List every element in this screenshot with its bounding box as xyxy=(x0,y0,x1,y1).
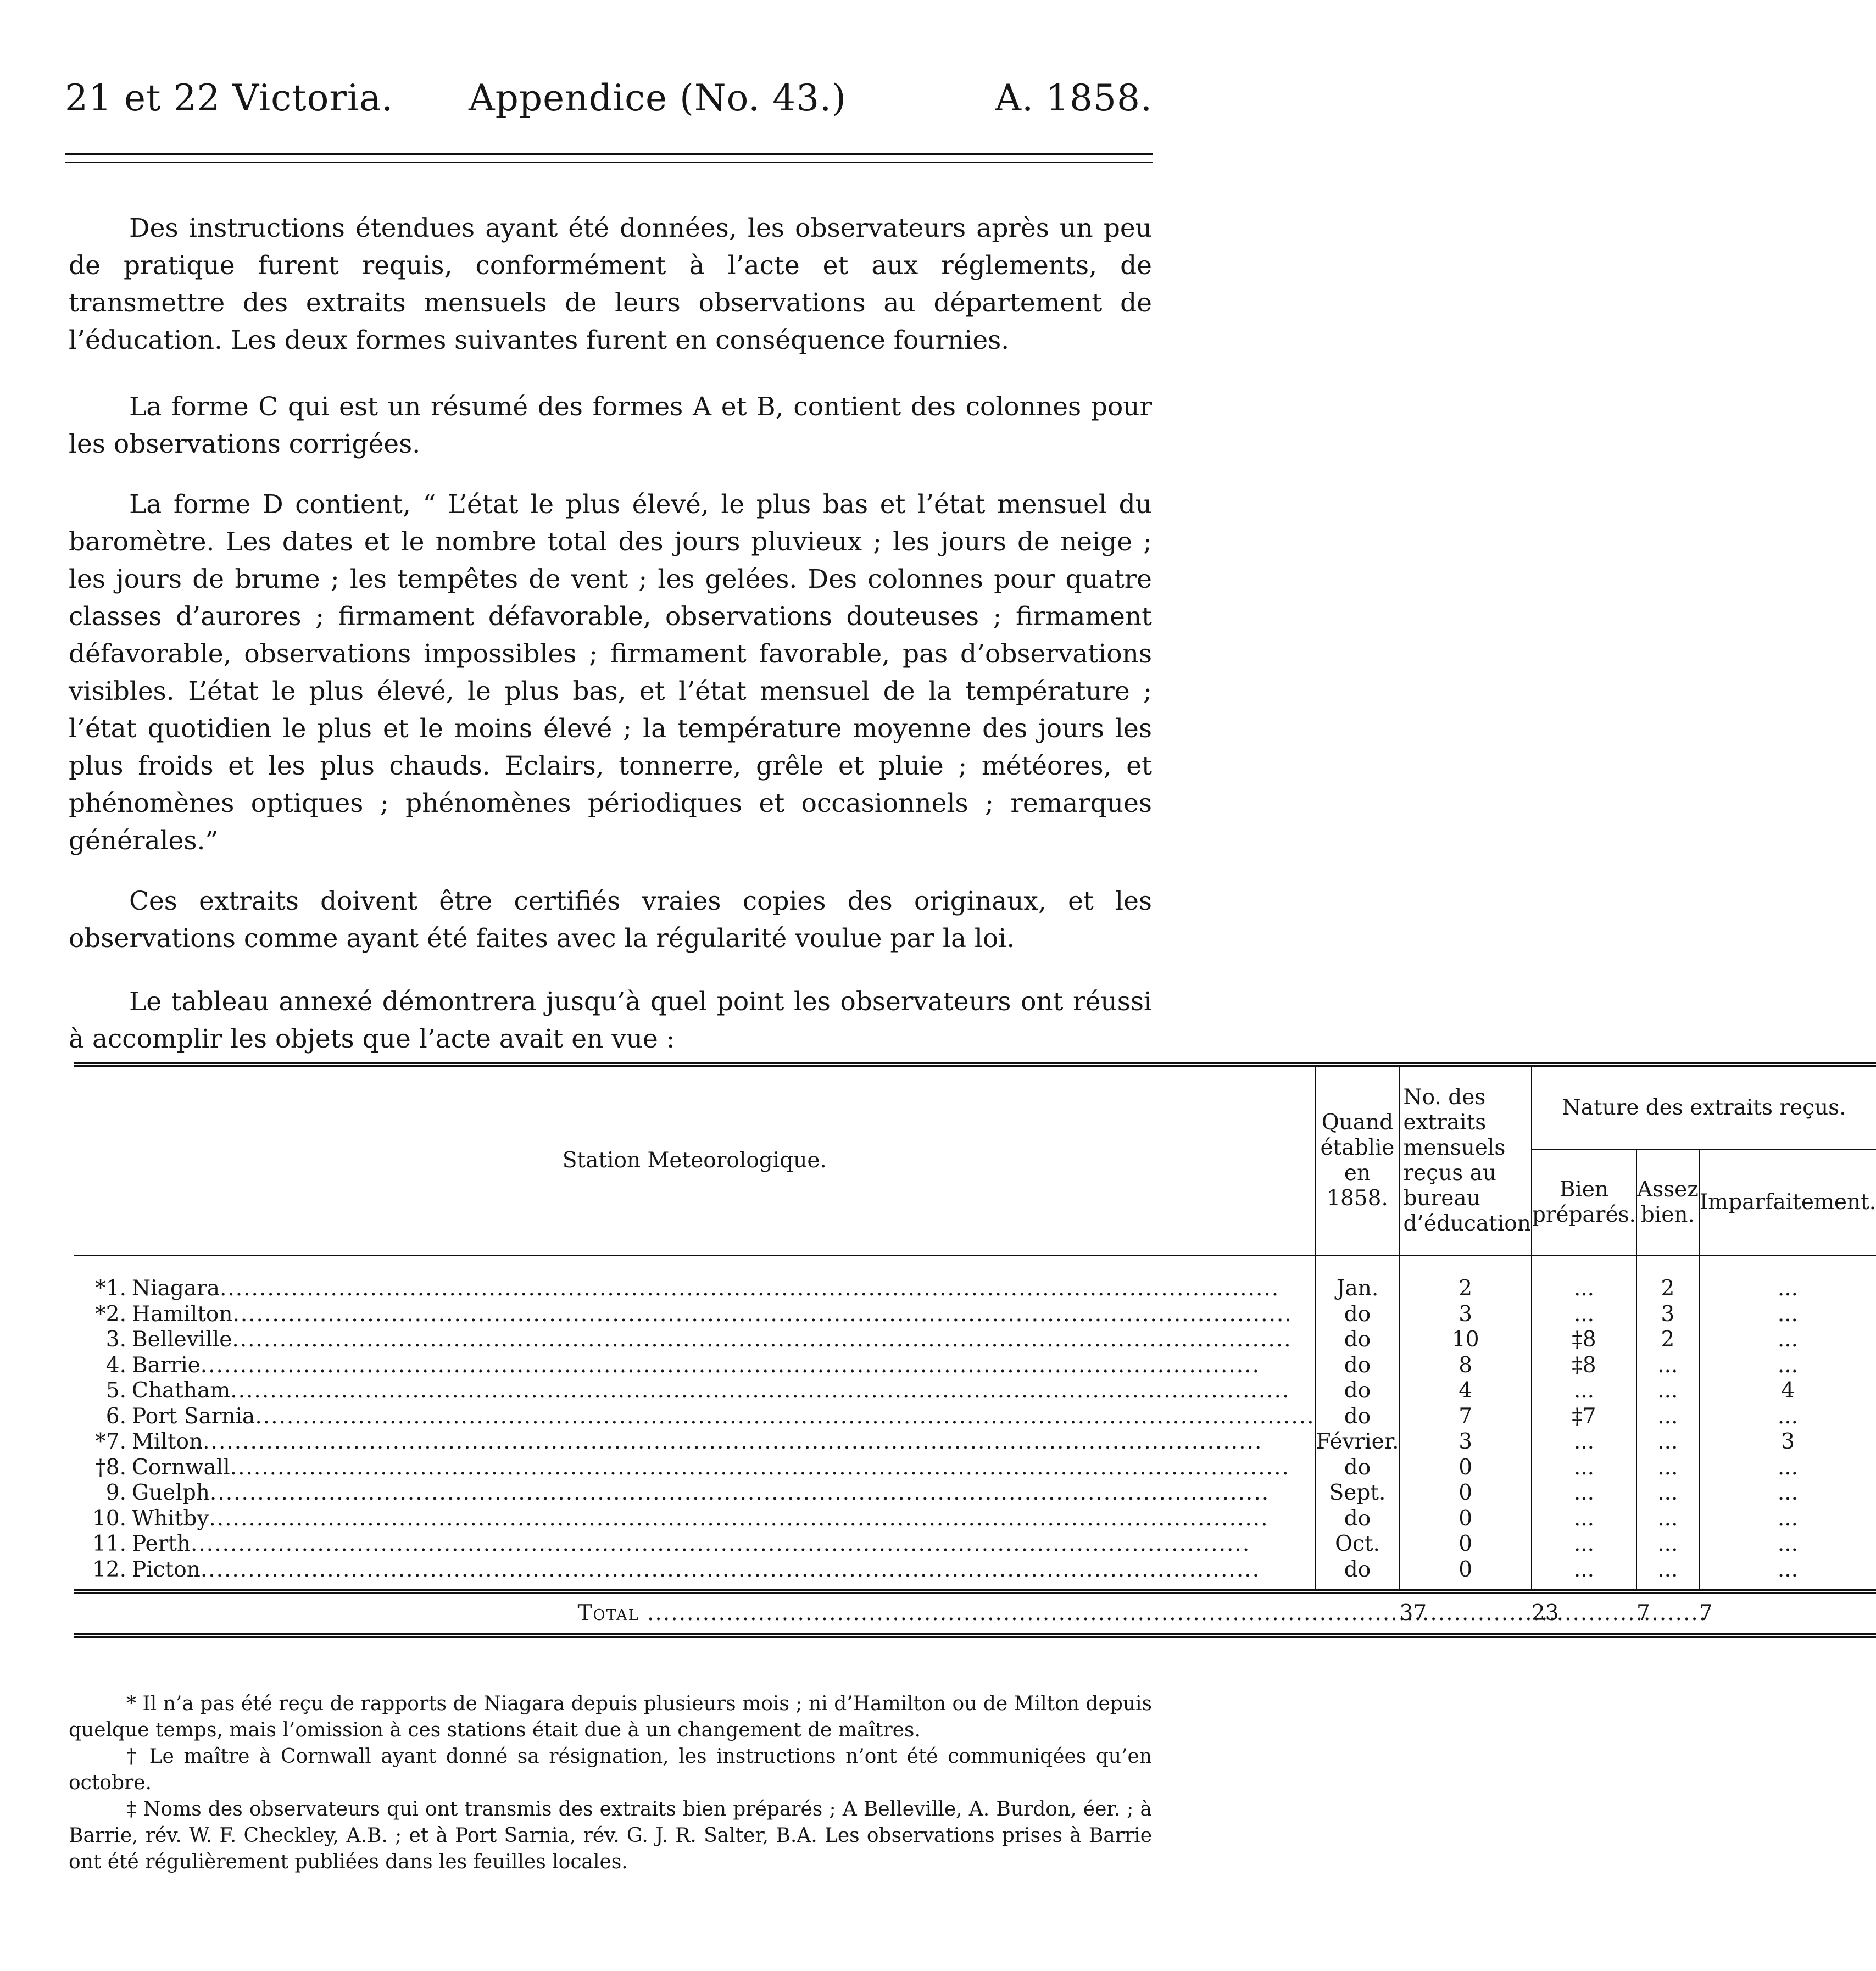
table-row xyxy=(74,1327,1876,1353)
cell-impar: ... xyxy=(1777,1404,1799,1429)
cell-no: 0 xyxy=(1400,1557,1532,1592)
station-name: Port Sarnia xyxy=(132,1404,255,1429)
footnotes xyxy=(69,1691,1152,1875)
cell-quand: do xyxy=(1316,1327,1400,1353)
cell-bien: ... xyxy=(1532,1429,1636,1455)
cell-quand: Oct. xyxy=(1316,1532,1400,1557)
cell-bien: ... xyxy=(1532,1302,1636,1328)
leader-dots xyxy=(201,1353,1260,1378)
table-row xyxy=(74,1302,1876,1328)
paragraph-4: Ces extraits doivent être certifiés vraies copies des originaux, et les observations comme ayant été faites avec la régularité voulue par la loi. xyxy=(69,886,1152,954)
header-bien: Bien préparés. xyxy=(1532,1150,1636,1256)
station-number: 9. xyxy=(105,1480,126,1505)
cell-impar: ... xyxy=(1777,1455,1799,1480)
cell-assez: ... xyxy=(1636,1557,1699,1592)
cell-impar: ... xyxy=(1777,1506,1799,1531)
station-number: 6. xyxy=(105,1404,126,1429)
table-row xyxy=(74,1378,1876,1404)
leader-dots xyxy=(209,1506,1268,1531)
cell-assez: 3 xyxy=(1636,1302,1699,1328)
leader-dots xyxy=(220,1276,1279,1301)
cell-bien: ... xyxy=(1532,1378,1636,1404)
station-number: 10. xyxy=(92,1506,126,1531)
cell-impar: 4 xyxy=(1781,1378,1795,1403)
header-assez: Assez bien. xyxy=(1636,1150,1699,1256)
cell-no: 8 xyxy=(1400,1353,1532,1379)
leader-dots xyxy=(201,1557,1260,1582)
leader-dots xyxy=(230,1378,1290,1403)
cell-bien: ‡8 xyxy=(1532,1353,1636,1379)
cell-no: 3 xyxy=(1400,1302,1532,1328)
cell-assez: ... xyxy=(1636,1480,1699,1506)
station-cell xyxy=(74,1506,1316,1532)
station-name: Chatham xyxy=(132,1378,231,1403)
station-number: *7. xyxy=(95,1429,126,1454)
cell-assez: ... xyxy=(1636,1378,1699,1404)
station-name: Barrie xyxy=(132,1352,201,1378)
cell-no: 7 xyxy=(1400,1404,1532,1430)
cell-assez: ... xyxy=(1636,1506,1699,1532)
cell-quand: do xyxy=(1316,1302,1400,1328)
header-rule-thin xyxy=(65,162,1153,163)
header-no: No. des extraits mensuels reçus au bureau d’éducation xyxy=(1400,1065,1532,1256)
cell-impar: ... xyxy=(1777,1352,1799,1378)
station-cell xyxy=(74,1302,1316,1328)
station-name: Niagara xyxy=(132,1276,220,1301)
cell-impar: ... xyxy=(1777,1276,1799,1301)
cell-impar: ... xyxy=(1777,1301,1799,1327)
station-number: 12. xyxy=(92,1557,126,1582)
station-number: †8. xyxy=(95,1455,126,1480)
cell-quand: Sept. xyxy=(1316,1480,1400,1506)
cell-quand: Février. xyxy=(1316,1429,1399,1454)
cell-impar: ... xyxy=(1777,1327,1799,1352)
station-cell xyxy=(74,1353,1316,1379)
header-center: Appendice (No. 43.) xyxy=(469,77,847,119)
cell-quand: do xyxy=(1316,1353,1400,1379)
cell-quand: do xyxy=(1316,1404,1400,1430)
total-label: Total ..... xyxy=(74,1591,1316,1635)
header-right: A. 1858. xyxy=(995,77,1153,119)
footnote-double-dagger: ‡ Noms des observateurs qui ont transmis des extraits bien préparés ; A Belleville, A. Burdon, éer. ; à Barrie, rév. W. F. Checkley, A.B. ; et à Port Sarnia, rév. G. J. R. Salter, B.A. Les observations prises à Barrie ont été régulièrement publiées dans les feuilles locales. xyxy=(69,1798,1152,1873)
cell-impar: ... xyxy=(1777,1532,1799,1556)
table-row xyxy=(74,1353,1876,1379)
paragraph-1: Des instructions étendues ayant été données, les observateurs après un peu de pratique furent requis, conformément à l’acte et aux réglements, de transmettre des extraits mensuels de leurs observations au département de l’éducation. Les deux formes suivantes furent en conséquence fournies. xyxy=(69,213,1152,355)
leader-dots xyxy=(230,1455,1290,1480)
station-cell xyxy=(74,1429,1316,1455)
station-name: Cornwall xyxy=(132,1455,230,1480)
leader-dots xyxy=(191,1532,1250,1556)
paragraph-2: La forme C qui est un résumé des formes A et B, contient des colonnes pour les observations corrigées. xyxy=(69,392,1152,459)
leader-dots xyxy=(210,1480,1270,1505)
total-assez: 7 xyxy=(1636,1591,1699,1635)
station-name: Belleville xyxy=(132,1327,232,1352)
cell-bien: ... xyxy=(1532,1256,1636,1302)
cell-quand: do xyxy=(1316,1506,1400,1532)
cell-no: 10 xyxy=(1400,1327,1532,1353)
cell-impar: ... xyxy=(1777,1480,1799,1505)
station-name: Milton xyxy=(132,1429,203,1454)
cell-bien: ... xyxy=(1532,1480,1636,1506)
table-body xyxy=(74,1256,1876,1592)
station-cell xyxy=(74,1378,1316,1404)
station-cell xyxy=(74,1557,1316,1592)
total-row xyxy=(74,1591,1876,1635)
table-row xyxy=(74,1455,1876,1481)
station-cell xyxy=(74,1480,1316,1506)
total-no: 37 xyxy=(1400,1591,1532,1635)
table-row xyxy=(74,1256,1876,1302)
leader-dots xyxy=(232,1327,1292,1352)
station-number: 3. xyxy=(105,1327,126,1352)
leader-dots xyxy=(255,1404,1315,1429)
station-name: Picton xyxy=(132,1557,201,1582)
cell-no: 0 xyxy=(1400,1532,1532,1557)
stations-table xyxy=(74,1062,1876,1638)
cell-no: 4 xyxy=(1400,1378,1532,1404)
cell-assez: ... xyxy=(1636,1353,1699,1379)
cell-quand: do xyxy=(1316,1378,1400,1404)
station-number: 11. xyxy=(92,1532,126,1556)
cell-bien: ... xyxy=(1532,1557,1636,1592)
station-cell xyxy=(74,1404,1316,1430)
cell-assez: 2 xyxy=(1636,1327,1699,1353)
station-name: Guelph xyxy=(132,1480,210,1505)
paragraph-3: La forme D contient, “ L’état le plus élevé, le plus bas et l’état mensuel du baromètre. Les dates et le nombre total des jours pluvieux ; les jours de neige ; les jours de brume ; les tempêtes de vent ; les gelées. Des colonnes pour quatre classes d’aurores ; firmament défavorable, observations douteuses ; firmament défavorable, observations impossibles ; firmament favorable, pas d’observations visibles. L’état le plus élevé, le plus bas, et l’état mensuel de la température ; l’état quotidien le plus et le moins élevé ; la température moyenne des jours les plus froids et les plus chauds. Eclairs, tonnerre, grêle et pluie ; météores, et phénomènes optiques ; phénomènes périodiques et occasionnels ; remarques générales.” xyxy=(69,489,1152,856)
table-row xyxy=(74,1532,1876,1557)
station-cell xyxy=(74,1455,1316,1481)
cell-no: 0 xyxy=(1400,1506,1532,1532)
header-left: 21 et 22 Victoria. xyxy=(65,77,394,119)
total-bien: 23 xyxy=(1532,1591,1636,1635)
header-quand: Quand établie en 1858. xyxy=(1316,1065,1400,1256)
cell-no: 3 xyxy=(1400,1429,1532,1455)
station-cell xyxy=(74,1532,1316,1557)
cell-impar: ... xyxy=(1777,1557,1799,1582)
cell-no: 0 xyxy=(1400,1480,1532,1506)
table-row xyxy=(74,1404,1876,1430)
footnote-dagger: † Le maître à Cornwall ayant donné sa résignation, les instructions n’ont été communiqées qu’en octobre. xyxy=(69,1745,1152,1794)
cell-no: 2 xyxy=(1400,1256,1532,1302)
header-impar: Imparfaitement. xyxy=(1699,1150,1876,1256)
station-number: *1. xyxy=(95,1276,126,1301)
cell-bien: ‡7 xyxy=(1532,1404,1636,1430)
cell-bien: ... xyxy=(1532,1532,1636,1557)
cell-bien: ... xyxy=(1532,1506,1636,1532)
table-row xyxy=(74,1480,1876,1506)
station-number: *2. xyxy=(95,1301,126,1327)
station-number: 5. xyxy=(105,1378,126,1403)
station-number: 4. xyxy=(105,1352,126,1378)
table-row xyxy=(74,1429,1876,1455)
station-cell xyxy=(74,1256,1316,1302)
cell-assez: ... xyxy=(1636,1532,1699,1557)
cell-bien: ... xyxy=(1532,1455,1636,1481)
total-impar: 7 xyxy=(1699,1591,1876,1635)
cell-assez: ... xyxy=(1636,1455,1699,1481)
leader-dots xyxy=(203,1429,1262,1454)
cell-assez: 2 xyxy=(1636,1256,1699,1302)
station-name: Whitby xyxy=(132,1506,209,1531)
leader-dots xyxy=(232,1302,1292,1327)
cell-quand: do xyxy=(1316,1557,1400,1592)
cell-assez: ... xyxy=(1636,1429,1699,1455)
station-name: Hamilton xyxy=(132,1301,233,1327)
table-row xyxy=(74,1506,1876,1532)
station-name: Perth xyxy=(132,1532,191,1556)
cell-assez: ... xyxy=(1636,1404,1699,1430)
page-header xyxy=(65,77,1153,126)
station-cell xyxy=(74,1327,1316,1353)
header-nature: Nature des extraits reçus. xyxy=(1532,1065,1876,1150)
cell-impar: 3 xyxy=(1781,1429,1795,1454)
cell-quand: Jan. xyxy=(1316,1256,1400,1302)
footnote-star: * Il n’a pas été reçu de rapports de Niagara depuis plusieurs mois ; ni d’Hamilton ou de Milton depuis quelque temps, mais l’omission à ces stations était due à un changement de maîtres. xyxy=(69,1692,1152,1741)
cell-quand: do xyxy=(1316,1455,1400,1481)
header-station: Station Meteorologique. xyxy=(74,1065,1316,1256)
cell-no: 0 xyxy=(1400,1455,1532,1481)
paragraph-5: Le tableau annexé démontrera jusqu’à quel point les observateurs ont réussi à accomplir les objets que l’acte avait en vue : xyxy=(69,987,1152,1054)
table-row xyxy=(74,1557,1876,1592)
header-rule-thick xyxy=(65,153,1153,155)
cell-bien: ‡8 xyxy=(1532,1327,1636,1353)
